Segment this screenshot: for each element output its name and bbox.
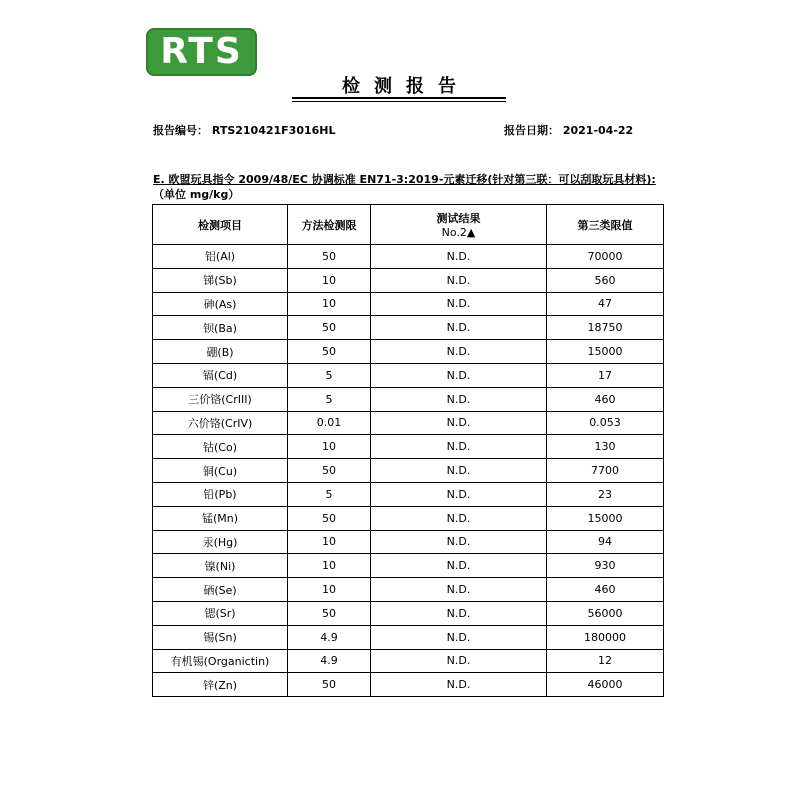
cell-item: 锌(Zn) — [153, 673, 288, 697]
cell-result: N.D. — [371, 435, 547, 459]
cell-limit: 15000 — [547, 340, 664, 364]
cell-result: N.D. — [371, 245, 547, 269]
report-number — [153, 122, 336, 138]
cell-item: 镉(Cd) — [153, 363, 288, 387]
cell-item: 镍(Ni) — [153, 554, 288, 578]
table-row — [153, 554, 664, 578]
cell-result: N.D. — [371, 340, 547, 364]
cell-limit: 94 — [547, 530, 664, 554]
cell-mdl: 4.9 — [288, 625, 371, 649]
unit-label: （单位 mg/kg） — [153, 188, 240, 201]
cell-mdl: 50 — [288, 316, 371, 340]
cell-item: 三价铬(CrIII) — [153, 387, 288, 411]
cell-mdl: 5 — [288, 482, 371, 506]
report-date — [504, 122, 633, 138]
cell-limit: 7700 — [547, 459, 664, 483]
table-row — [153, 340, 664, 364]
report-number-value: RTS210421F3016HL — [211, 124, 336, 137]
cell-limit: 12 — [547, 649, 664, 673]
table-row — [153, 435, 664, 459]
title-underline-thin — [292, 101, 506, 102]
cell-limit: 460 — [547, 387, 664, 411]
table-row — [153, 245, 664, 269]
cell-limit: 46000 — [547, 673, 664, 697]
cell-result: N.D. — [371, 649, 547, 673]
header-item: 检测项目 — [153, 205, 288, 245]
cell-mdl: 50 — [288, 459, 371, 483]
table-row — [153, 649, 664, 673]
cell-result: N.D. — [371, 530, 547, 554]
cell-result: N.D. — [371, 506, 547, 530]
cell-item: 硒(Se) — [153, 578, 288, 602]
cell-result: N.D. — [371, 363, 547, 387]
cell-limit: 130 — [547, 435, 664, 459]
results-table — [152, 204, 664, 697]
table-row — [153, 506, 664, 530]
cell-limit: 0.053 — [547, 411, 664, 435]
report-title: 检测报告 — [342, 76, 470, 97]
rts-logo — [146, 28, 257, 76]
cell-item: 砷(As) — [153, 292, 288, 316]
table-row — [153, 411, 664, 435]
table-row — [153, 530, 664, 554]
cell-limit: 180000 — [547, 625, 664, 649]
cell-result: N.D. — [371, 268, 547, 292]
header-mdl: 方法检测限 — [288, 205, 371, 245]
cell-result: N.D. — [371, 625, 547, 649]
header-limit: 第三类限值 — [547, 205, 664, 245]
header-result — [371, 205, 547, 245]
table-row — [153, 268, 664, 292]
section-title: E. 欧盟玩具指令 2009/48/EC 协调标准 EN71-3:2019-元素迁移(针对第三联：可以刮取玩具材料): — [153, 173, 656, 186]
cell-result: N.D. — [371, 411, 547, 435]
table-row — [153, 459, 664, 483]
cell-item: 铝(Al) — [153, 245, 288, 269]
table-header-row — [153, 205, 664, 245]
cell-limit: 460 — [547, 578, 664, 602]
cell-limit: 18750 — [547, 316, 664, 340]
cell-mdl: 50 — [288, 506, 371, 530]
report-date-value: 2021-04-22 — [562, 124, 634, 137]
cell-item: 锶(Sr) — [153, 601, 288, 625]
report-date-label: 报告日期： — [504, 124, 559, 137]
cell-mdl: 5 — [288, 363, 371, 387]
cell-mdl: 10 — [288, 578, 371, 602]
report-number-label: 报告编号： — [153, 124, 208, 137]
table-row — [153, 625, 664, 649]
cell-result: N.D. — [371, 554, 547, 578]
logo-text: RTS — [160, 31, 243, 72]
cell-mdl: 50 — [288, 673, 371, 697]
cell-item: 有机锡(Organictin) — [153, 649, 288, 673]
cell-result: N.D. — [371, 387, 547, 411]
cell-limit: 15000 — [547, 506, 664, 530]
cell-limit: 930 — [547, 554, 664, 578]
header-result-sample: No.2▲ — [441, 226, 476, 239]
cell-item: 铜(Cu) — [153, 459, 288, 483]
cell-result: N.D. — [371, 316, 547, 340]
cell-item: 锰(Mn) — [153, 506, 288, 530]
cell-limit: 56000 — [547, 601, 664, 625]
cell-limit: 70000 — [547, 245, 664, 269]
table-row — [153, 292, 664, 316]
cell-mdl: 10 — [288, 292, 371, 316]
cell-item: 钡(Ba) — [153, 316, 288, 340]
cell-item: 六价铬(CrIV) — [153, 411, 288, 435]
cell-result: N.D. — [371, 459, 547, 483]
cell-mdl: 50 — [288, 245, 371, 269]
table-row — [153, 363, 664, 387]
table-row — [153, 482, 664, 506]
cell-mdl: 10 — [288, 530, 371, 554]
table-row — [153, 673, 664, 697]
cell-item: 锑(Sb) — [153, 268, 288, 292]
table-row — [153, 601, 664, 625]
cell-limit: 17 — [547, 363, 664, 387]
table-row — [153, 578, 664, 602]
cell-item: 硼(B) — [153, 340, 288, 364]
cell-limit: 23 — [547, 482, 664, 506]
cell-mdl: 10 — [288, 435, 371, 459]
cell-item: 钴(Co) — [153, 435, 288, 459]
cell-mdl: 50 — [288, 340, 371, 364]
cell-result: N.D. — [371, 673, 547, 697]
cell-result: N.D. — [371, 292, 547, 316]
cell-mdl: 4.9 — [288, 649, 371, 673]
cell-mdl: 0.01 — [288, 411, 371, 435]
cell-item: 汞(Hg) — [153, 530, 288, 554]
cell-result: N.D. — [371, 601, 547, 625]
cell-mdl: 50 — [288, 601, 371, 625]
cell-mdl: 5 — [288, 387, 371, 411]
cell-limit: 47 — [547, 292, 664, 316]
cell-limit: 560 — [547, 268, 664, 292]
cell-item: 铅(Pb) — [153, 482, 288, 506]
table-row — [153, 316, 664, 340]
cell-mdl: 10 — [288, 554, 371, 578]
title-underline — [292, 97, 506, 99]
cell-item: 锡(Sn) — [153, 625, 288, 649]
header-result-label: 测试结果 — [436, 212, 481, 225]
cell-result: N.D. — [371, 578, 547, 602]
table-row — [153, 387, 664, 411]
cell-mdl: 10 — [288, 268, 371, 292]
cell-result: N.D. — [371, 482, 547, 506]
